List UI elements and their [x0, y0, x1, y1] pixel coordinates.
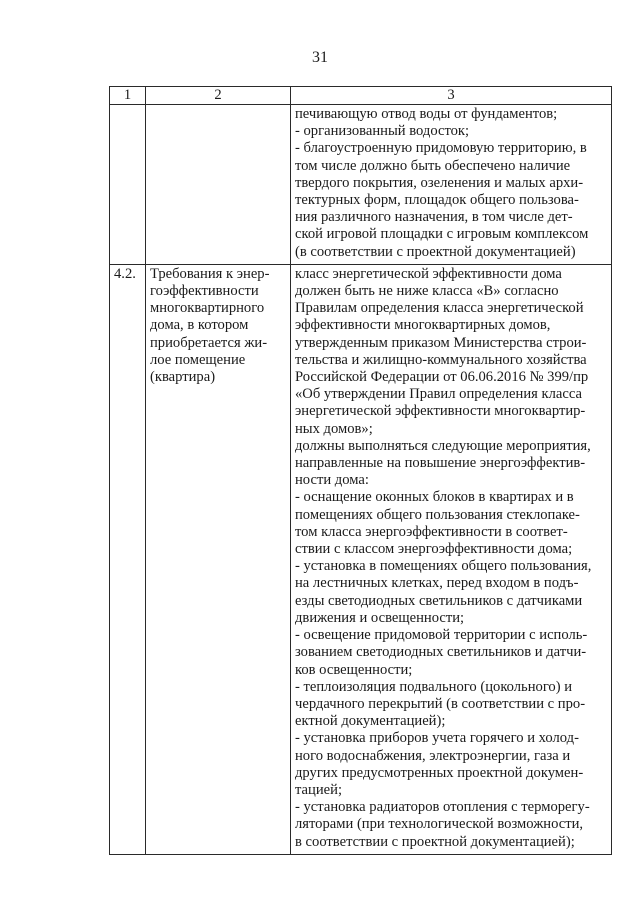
text-line: энергетической эффективности многоквартир- [295, 403, 586, 420]
table-header-row [110, 87, 612, 105]
text-line: твердого покрытия, озеленения и малых архи- [295, 174, 584, 191]
text-line: - установка приборов учета горячего и холод- [295, 730, 579, 747]
text-line: ков освещенности; [295, 661, 413, 678]
text-line: чердачного перекрытий (в соответствии с про- [295, 695, 586, 712]
text-line: - благоустроенную придомовую территорию, в [295, 140, 587, 157]
text-line: ного водоснабжения, электроэнергии, газа и [295, 747, 571, 764]
text-line: - теплоизоляция подвального (цокольного) и [295, 678, 573, 695]
row-label-lines [150, 266, 287, 386]
text-line: зованием светодиодных светильников и датчи- [295, 644, 587, 661]
text-line: тектурных форм, площадок общего пользова- [295, 192, 579, 209]
text-line: ствии с классом энергоэффективности дома; [295, 541, 573, 558]
column-header-1: 1 [110, 87, 146, 105]
table-row-4-2 [110, 264, 612, 854]
text-line: ния различного назначения, в том числе дет- [295, 209, 573, 226]
text-line: ных домов»; [295, 420, 373, 437]
row-label [146, 105, 291, 265]
text-line: других предусмотренных проектной докумен- [295, 764, 584, 781]
text-line: ектной документацией); [295, 713, 446, 730]
table-row-continuation [110, 105, 612, 265]
text-line: дома, в котором [150, 317, 249, 334]
text-line: печивающую отвод воды от фундаментов; [295, 106, 558, 122]
text-line: направленные на повышение энергоэффектив- [295, 455, 586, 472]
text-line: Российской Федерации от 06.06.2016 № 399/пр [295, 369, 589, 386]
text-line: Требования к энер- [150, 265, 270, 282]
text-line: ской игровой площадки с игровым комплексом [295, 226, 589, 243]
text-line: - освещение придомовой территории с исполь- [295, 627, 588, 644]
text-line: утвержденным приказом Министерства строи- [295, 334, 587, 351]
row-text [291, 105, 612, 265]
text-line: (квартира) [150, 369, 216, 386]
text-line: класс энергетической эффективности дома [295, 265, 562, 282]
page-number: 31 [312, 49, 328, 66]
row-text-lines [295, 106, 608, 261]
text-line: Правилам определения класса энергетической [295, 300, 584, 317]
text-line: должен быть не ниже класса «В» согласно [295, 283, 559, 300]
row-text-lines [295, 266, 608, 851]
text-line: эффективности многоквартирных домов, [295, 317, 551, 334]
row-number [110, 105, 146, 265]
text-line: лое помещение [150, 351, 246, 368]
text-line: в соответствии с проектной документацией); [295, 833, 575, 850]
text-line: - установка в помещениях общего пользования, [295, 558, 592, 575]
text-line: - организованный водосток; [295, 123, 470, 140]
text-line: ляторами (при технологической возможности, [295, 816, 584, 833]
text-line: тельства и жилищно-коммунального хозяйства [295, 351, 587, 368]
column-header-2: 2 [146, 87, 291, 105]
text-line: - установка радиаторов отопления с терморегу- [295, 799, 590, 816]
text-line: тацией; [295, 781, 342, 798]
text-line: движения и освещенности; [295, 609, 465, 626]
row-label [146, 264, 291, 854]
text-line: - оснащение оконных блоков в квартирах и в [295, 489, 574, 506]
text-line: (в соответствии с проектной документацией) [295, 243, 576, 260]
text-line: приобретается жи- [150, 334, 268, 351]
text-line: многоквартирного [150, 300, 265, 317]
row-text [291, 264, 612, 854]
text-line: ности дома: [295, 472, 369, 489]
text-line: должны выполняться следующие мероприятия, [295, 437, 591, 454]
text-line: «Об утверждении Правил определения класса [295, 386, 582, 403]
text-line: том класса энергоэффективности в соответ- [295, 523, 568, 540]
text-line: на лестничных клетках, перед входом в подъ- [295, 575, 579, 592]
text-line: гоэффективности [150, 283, 259, 300]
text-line: езды светодиодных светильников с датчиками [295, 592, 583, 609]
text-line: том числе должно быть обеспечено наличие [295, 157, 571, 174]
requirements-table [109, 86, 612, 855]
text-line: помещениях общего пользования стеклопаке- [295, 506, 580, 523]
column-header-3: 3 [291, 87, 612, 105]
row-number: 4.2. [110, 264, 146, 854]
